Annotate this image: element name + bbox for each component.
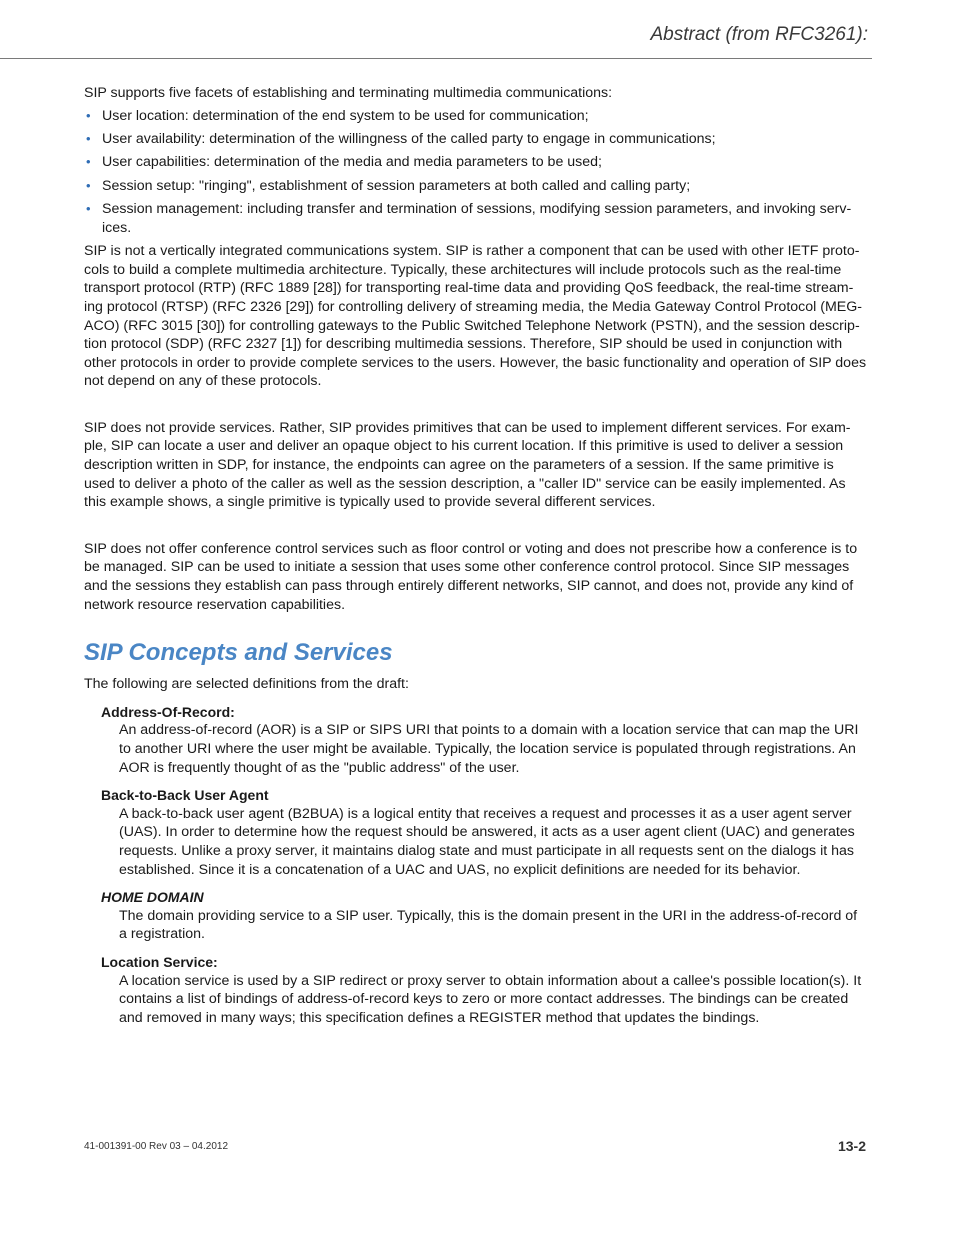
list-item: • User capabilities: determination of the media and media parameters to be used; [86,154,602,171]
list-item: • Session setup: "ringing", establishment of session parameters at both called and calling party; [86,177,691,194]
bullet-icon: • [86,177,91,193]
paragraph-services: SIP does not provide services. Rather, SIP provides primitives that can be used to implement different services. For exam- ple, SIP can locate a user and deliver an opaque object to his current location. If this primitive is used to deliver a session description written in SDP, for instance, the endpoints can agree on the parameters of a session. If the same primitive is used to deliver a photo of the caller as well as the session description, a "caller ID" service can be easily implemented. As this example shows, a single primitive is typically used to provide several different services. [84,419,851,511]
facets-list [84,107,868,238]
definition-desc: The domain providing service to a SIP user. Typically, this is the domain present in the URI in the address-of-record of a registration. [119,907,858,943]
paragraph-architecture: SIP is not a vertically integrated communications system. SIP is rather a component that can be used with other IETF proto- cols to build a complete multimedia architecture. Typically, these architectures will include protocols such as the real-time transport protocol (RTP) (RFC 1889 [28]) for transporting real-time data and providing QoS feedback, the real-time stream- ing protocol (RTSP) (RFC 2326 [29]) for controlling delivery of streaming media, the Media Gateway Control Protocol (MEG- ACO) (RFC 3015 [30]) for controlling gateways to the Public Switched Telephone Network (PSTN), and the session descrip- tion protocol (SDP) (RFC 2327 [1]) for describing multimedia sessions. Therefore, SIP should be used in conjunction with other protocols in order to provide complete services to the users. However, the basic functionality and operation of SIP does not depend on any of these protocols. [84,243,867,390]
definition-term: HOME DOMAIN [101,889,204,906]
list-item: • Session management: including transfer and termination of sessions, modifying session parameters, and invoking serv- ices. [86,201,852,236]
bullet-icon: • [86,154,91,170]
bullet-icon: • [86,201,91,217]
footer-doc-id: 41-001391-00 Rev 03 – 04.2012 [84,1141,229,1152]
definitions-intro: The following are selected definitions from the draft: [84,676,409,693]
document-body [84,84,868,1027]
intro-text: SIP supports five facets of establishing and terminating multimedia communications: [84,85,613,101]
definition-term: Address-Of-Record: [101,703,235,720]
definition-desc: An address-of-record (AOR) is a SIP or SIPS URI that points to a domain with a location service that can map the URI to another URI where the user might be available. Typically, the location service is populated through registrations. An AOR is frequently thought of as the "public address" of the user. [119,722,859,776]
section-title: SIP Concepts and Services [84,639,393,667]
definition-desc: A location service is used by a SIP redirect or proxy server to obtain information about a callee's possible location(s). It contains a list of bindings of address-of-record keys to zero or more contact addresses. The bindings can be created and removed in many ways; this specification defines a REGISTER method that updates the bindings. [119,972,862,1026]
definition-desc: A back-to-back user agent (B2BUA) is a logical entity that receives a request and processes it as a user agent server (UAS). In order to determine how the request should be answered, it acts as a user agent client (UAC) and generates requests. Unlike a proxy server, it maintains dialog state and must participate in all requests sent on the dialogs it has established. Since it is a concatenation of a UAC and UAS, no explicit definitions are needed for its behavior. [119,805,855,878]
definition-term: Location Service: [101,953,218,970]
page-header [0,0,872,59]
page-number: 13-2 [837,1138,866,1154]
list-item: • User location: determination of the end system to be used for communication; [86,107,589,124]
definition-term: Back-to-Back User Agent [101,787,269,804]
paragraph-conference: SIP does not offer conference control services such as floor control or voting and does not prescribe how a conference is to be managed. SIP can be used to initiate a session that uses some other conference control protocol. Since SIP messages and the sessions they establish can pass through entirely different networks, SIP cannot, and does not, provide any kind of network resource reservation capabilities. [84,540,858,613]
bullet-icon: • [86,107,91,123]
bullet-icon: • [86,130,91,146]
list-item: • User availability: determination of the willingness of the called party to engage in communications; [86,130,716,147]
header-title: Abstract (from RFC3261): [650,24,868,45]
definitions-list [84,703,868,1028]
